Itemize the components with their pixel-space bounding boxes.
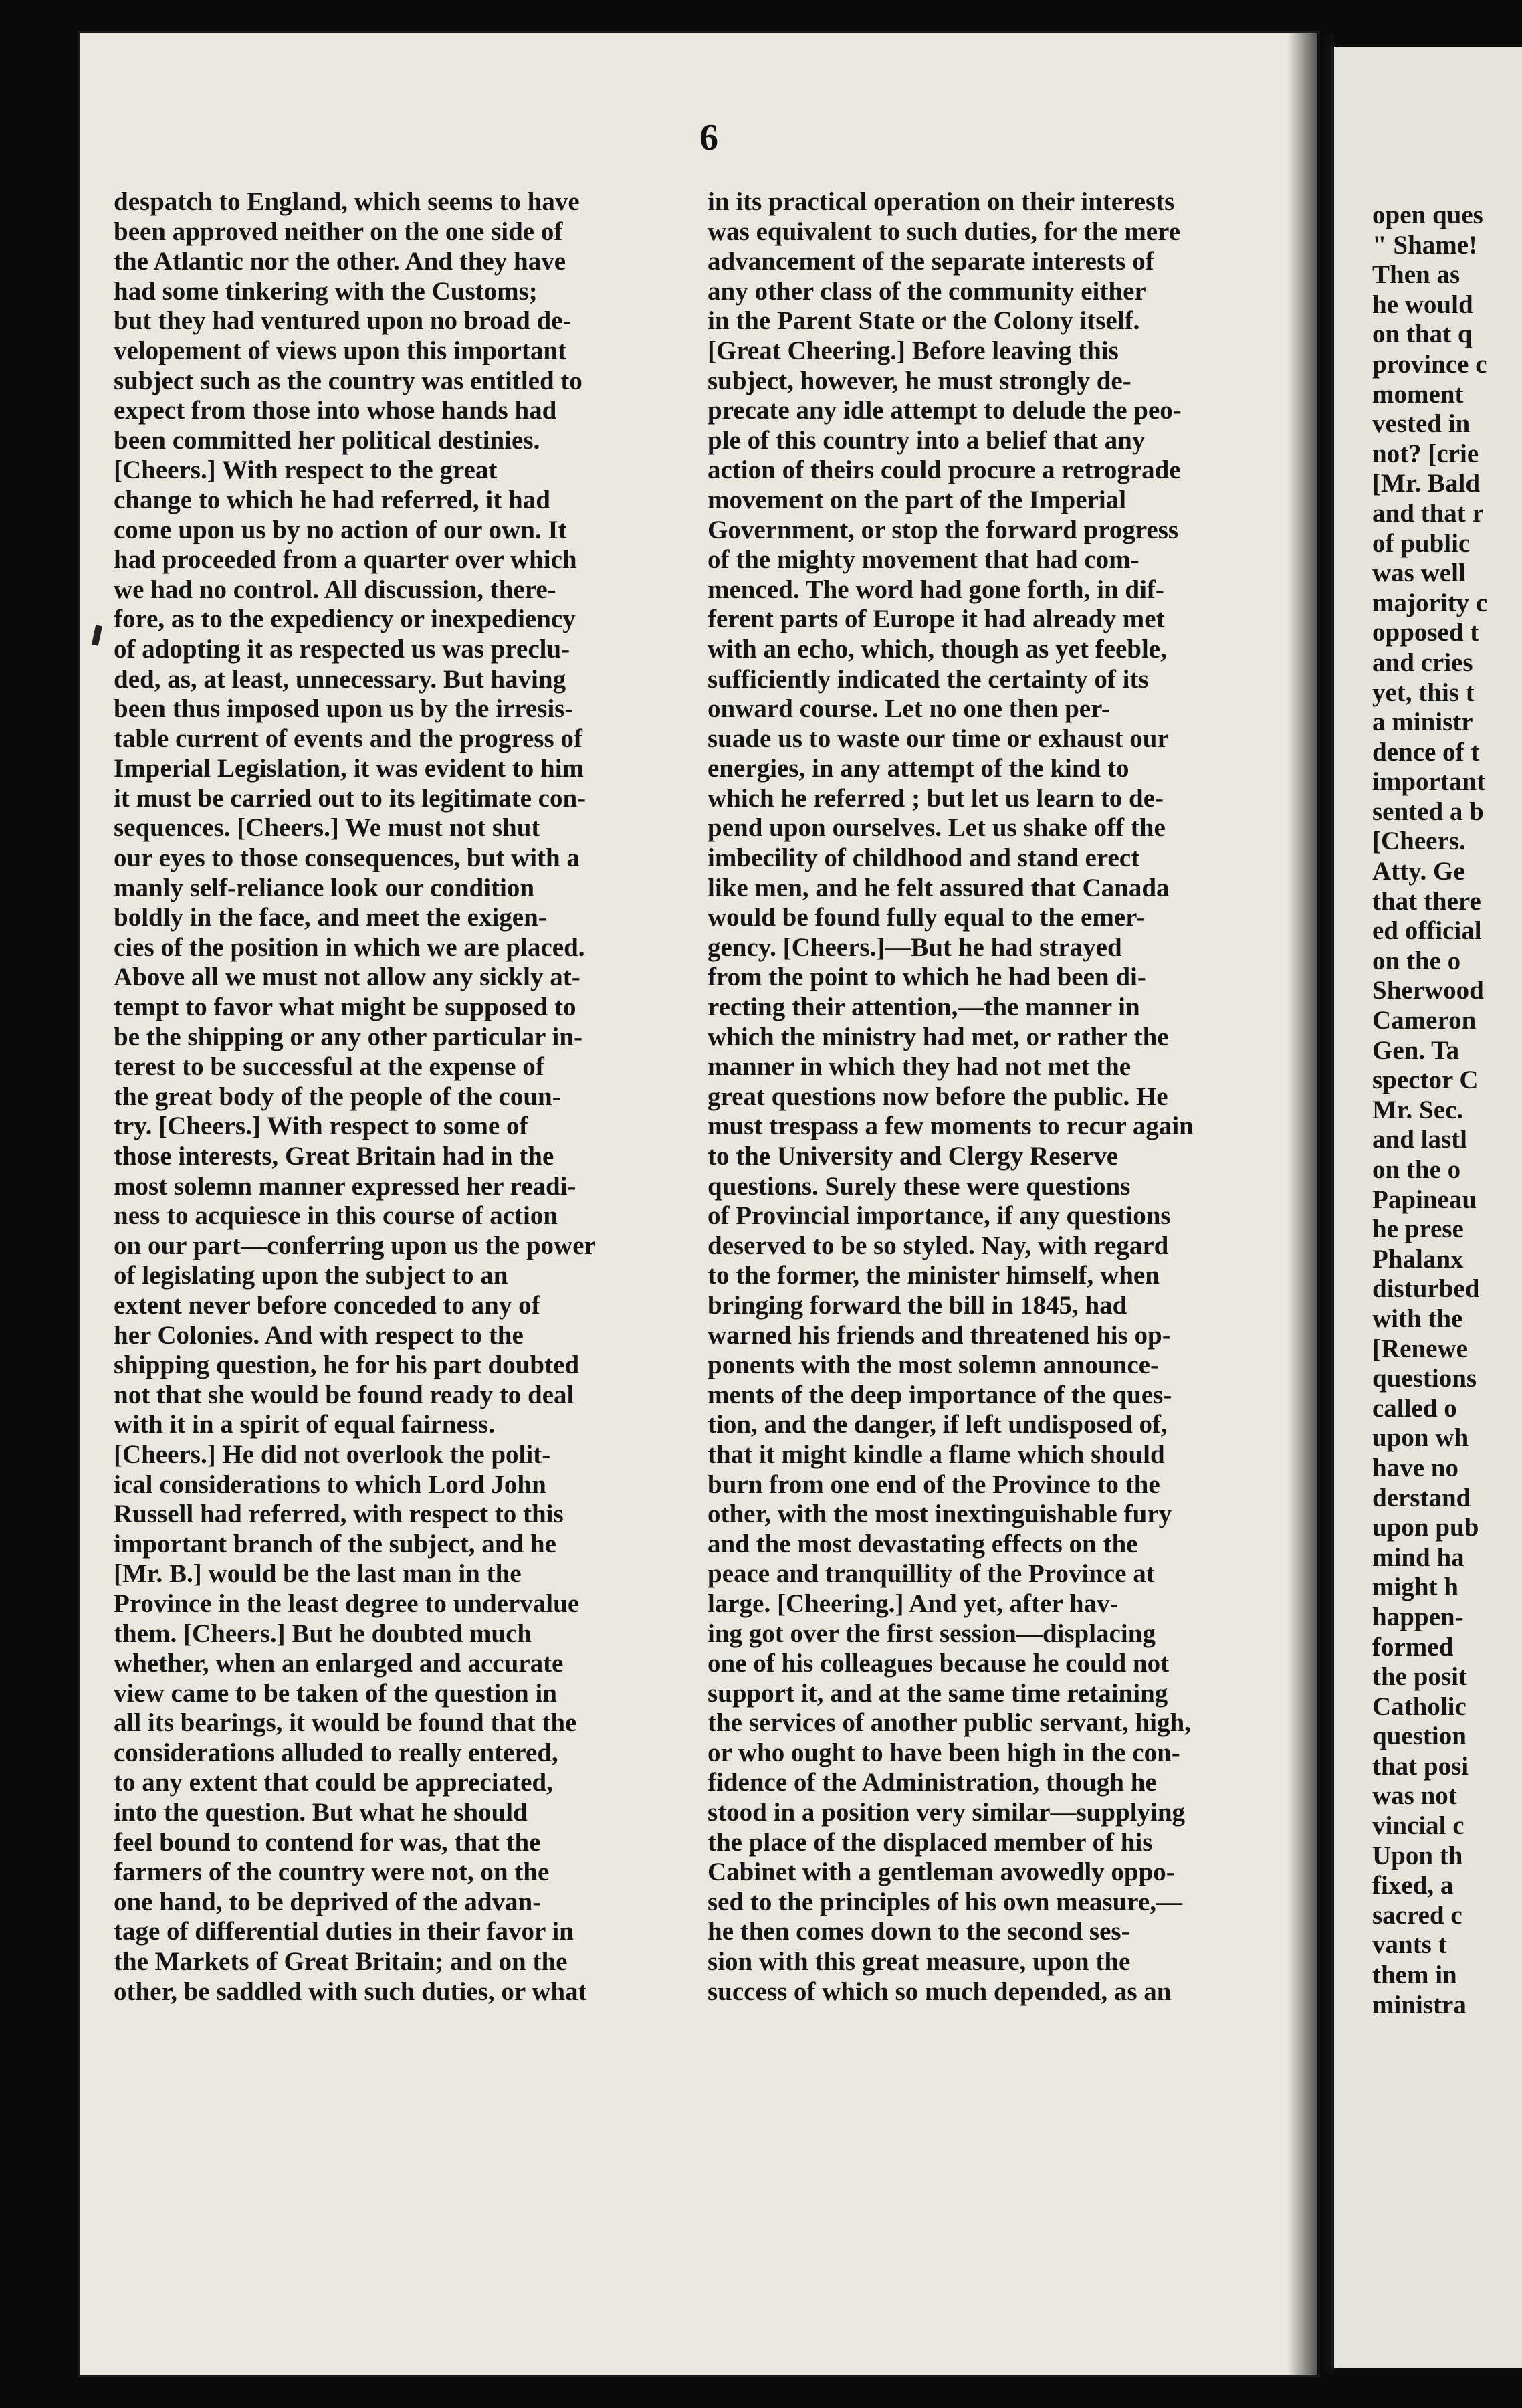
text-line: which the ministry had met, or rather the	[708, 1022, 1169, 1051]
text-line: province c	[1372, 349, 1487, 379]
text-line: [Mr. B.] would be the last man in the	[114, 1559, 522, 1589]
text-line: movement on the part of the Imperial	[708, 485, 1127, 514]
text-line: view came to be taken of the question in	[114, 1678, 557, 1708]
text-line: would be found fully equal to the emer-	[708, 903, 1145, 932]
text-line: formed	[1372, 1632, 1454, 1662]
text-line: moment	[1372, 379, 1464, 409]
text-line: her Colonies. And with respect to the	[114, 1320, 524, 1350]
text-line: come upon us by no action of our own. It	[114, 515, 567, 544]
text-line: derstand	[1372, 1483, 1471, 1512]
right-text-column-fragment	[1372, 201, 1522, 2020]
text-line: Sherwood	[1372, 976, 1484, 1005]
text-line: disturbed	[1372, 1274, 1480, 1304]
text-line: the Atlantic nor the other. And they have	[114, 247, 566, 276]
text-line: considerations alluded to really entered,	[114, 1738, 558, 1767]
text-line: despatch to England, which seems to have	[114, 187, 580, 216]
text-line: menced. The word had gone forth, in dif-	[708, 575, 1164, 604]
text-line: other, be saddled with such duties, or what	[114, 1977, 587, 2006]
text-line: pend upon ourselves. Let us shake off the	[708, 813, 1166, 843]
text-line: upon wh	[1372, 1423, 1469, 1453]
text-line: Province in the least degree to undervalue	[114, 1589, 580, 1618]
text-line: [Mr. Bald	[1372, 469, 1481, 498]
text-line: important	[1372, 767, 1485, 797]
text-line: vested in	[1372, 409, 1471, 439]
text-line: of adopting it as respected us was preclu-	[114, 634, 570, 664]
text-line: the great body of the people of the coun-	[114, 1082, 561, 1111]
text-line: burn from one end of the Province to the	[708, 1470, 1160, 1499]
text-line: sented a b	[1372, 797, 1484, 826]
page-number: 6	[699, 117, 718, 159]
text-line: our eyes to those consequences, but with a	[114, 843, 580, 873]
text-line: to the former, the minister himself, when	[708, 1261, 1160, 1290]
text-line: ponents with the most solemn announce-	[708, 1350, 1159, 1380]
text-line: Gen. Ta	[1372, 1035, 1460, 1065]
text-line: important branch of the subject, and he	[114, 1529, 556, 1559]
text-line: ministra	[1372, 1990, 1466, 2019]
text-line: Government, or stop the forward progress	[708, 515, 1179, 544]
text-line: questions	[1372, 1364, 1477, 1393]
text-line: Atty. Ge	[1372, 857, 1465, 886]
text-line: upon pub	[1372, 1513, 1479, 1542]
text-line: he prese	[1372, 1215, 1464, 1244]
text-line: and cries	[1372, 647, 1473, 677]
text-line: a ministr	[1372, 708, 1473, 737]
text-line: table current of events and the progress of	[114, 724, 582, 753]
text-line: ed official	[1372, 916, 1482, 946]
text-line: shipping question, he for his part doubted	[114, 1350, 580, 1380]
text-line: from the point to which he had been di-	[708, 963, 1146, 992]
text-line: in its practical operation on their interests	[708, 187, 1175, 216]
text-line: of public	[1372, 528, 1471, 558]
text-line: have no	[1372, 1453, 1458, 1482]
text-line: [Great Cheering.] Before leaving this	[708, 336, 1119, 365]
text-line: of the mighty movement that had com-	[708, 545, 1139, 575]
text-line: that posi	[1372, 1751, 1469, 1781]
text-line: energies, in any attempt of the kind to	[708, 754, 1129, 783]
text-line: ded, as, at least, unnecessary. But having	[114, 664, 566, 694]
text-line: support it, and at the same time retaining	[708, 1678, 1168, 1708]
text-line: on our part—conferring upon us the power	[114, 1231, 596, 1260]
text-line: Above all we must not allow any sickly at-	[114, 963, 580, 992]
text-line: the Markets of Great Britain; and on the	[114, 1947, 568, 1977]
text-line: Papineau	[1372, 1185, 1477, 1214]
text-line: other, with the most inextinguishable fury	[708, 1500, 1172, 1529]
text-line: [Renewe	[1372, 1334, 1468, 1363]
text-line: of legislating upon the subject to an	[114, 1261, 508, 1290]
text-line: manner in which they had not met the	[708, 1052, 1131, 1082]
text-line: we had no control. All discussion, there-	[114, 575, 556, 604]
text-line: success of which so much depended, as an	[708, 1977, 1172, 2006]
text-line: vants t	[1372, 1930, 1447, 1960]
text-line: opposed t	[1372, 618, 1479, 647]
text-line: gency. [Cheers.]—But he had strayed	[708, 932, 1122, 962]
text-line: in the Parent State or the Colony itself.	[708, 306, 1140, 336]
text-line: Phalanx	[1372, 1244, 1464, 1274]
text-line: boldly in the face, and meet the exigen-	[114, 903, 547, 932]
text-line: sed to the principles of his own measure,—	[708, 1887, 1182, 1916]
text-line: with the	[1372, 1304, 1463, 1333]
text-line: not? [crie	[1372, 439, 1479, 468]
text-line: he would	[1372, 290, 1473, 319]
text-line: feel bound to contend for was, that the	[114, 1827, 541, 1857]
text-line: mind ha	[1372, 1542, 1464, 1572]
text-line: sacred c	[1372, 1900, 1462, 1930]
text-line: tempt to favor what might be supposed to	[114, 993, 576, 1022]
text-line: on the o	[1372, 946, 1461, 975]
text-line: not that she would be found ready to deal	[114, 1380, 574, 1409]
text-line: question	[1372, 1722, 1466, 1751]
middle-text-column	[708, 187, 1276, 2007]
text-line: the services of another public servant, high,	[708, 1708, 1191, 1738]
text-line: whether, when an enlarged and accurate	[114, 1649, 564, 1678]
text-line: sequences. [Cheers.] We must not shut	[114, 813, 540, 843]
text-line: Cameron	[1372, 1006, 1477, 1035]
text-line: change to which he had referred, it had	[114, 485, 550, 514]
text-line: into the question. But what he should	[114, 1798, 528, 1827]
text-line: stood in a position very similar—supplying	[708, 1798, 1186, 1827]
text-line: fidence of the Administration, though he	[708, 1768, 1157, 1797]
text-line: try. [Cheers.] With respect to some of	[114, 1112, 528, 1141]
text-line: he then comes down to the second ses-	[708, 1917, 1130, 1946]
text-line: great questions now before the public. He	[708, 1082, 1168, 1111]
text-line: " Shame!	[1372, 230, 1478, 260]
text-line: of Provincial importance, if any questions	[708, 1201, 1171, 1231]
page-fold-shadow	[1287, 33, 1334, 2375]
text-line: manly self-reliance look our condition	[114, 873, 535, 902]
text-line: ical considerations to which Lord John	[114, 1470, 546, 1499]
text-line: one hand, to be deprived of the advan-	[114, 1887, 542, 1916]
text-line: subject, however, he must strongly de-	[708, 366, 1131, 395]
text-line: sion with this great measure, upon the	[708, 1947, 1131, 1977]
text-line: action of theirs could procure a retrograde	[708, 456, 1181, 485]
text-line: with it in a spirit of equal fairness.	[114, 1410, 495, 1439]
text-line: and lastl	[1372, 1125, 1467, 1155]
text-line: happen-	[1372, 1602, 1464, 1631]
text-line: cies of the position in which we are placed.	[114, 932, 585, 962]
text-line: questions. Surely these were questions	[708, 1171, 1131, 1201]
text-line: ments of the deep importance of the ques-	[708, 1380, 1172, 1409]
text-line: fore, as to the expediency or inexpediency	[114, 605, 576, 634]
text-line: had proceeded from a quarter over which	[114, 545, 577, 575]
text-line: yet, this t	[1372, 678, 1475, 707]
text-line: velopement of views upon this important	[114, 336, 567, 365]
text-line: Mr. Sec.	[1372, 1095, 1464, 1124]
left-text-column	[114, 187, 682, 2007]
text-line: ness to acquiesce in this course of action	[114, 1201, 558, 1231]
text-line: farmers of the country were not, on the	[114, 1858, 550, 1887]
text-line: terest to be successful at the expense of	[114, 1052, 544, 1082]
text-line: onward course. Let no one then per-	[708, 694, 1110, 724]
text-line: Cabinet with a gentleman avowedly oppo-	[708, 1858, 1175, 1887]
text-line: imbecility of childhood and stand erect	[708, 843, 1140, 873]
text-line: open ques	[1372, 201, 1483, 229]
text-line: ple of this country into a belief that any	[708, 425, 1146, 455]
text-line: Imperial Legislation, it was evident to him	[114, 754, 584, 783]
text-line: ferent parts of Europe it had already met	[708, 605, 1165, 634]
text-line: [Cheers.	[1372, 827, 1466, 856]
text-line: the place of the displaced member of his	[708, 1827, 1153, 1857]
text-line: [Cheers.] He did not overlook the polit-	[114, 1439, 551, 1469]
text-line: on that q	[1372, 320, 1473, 349]
text-line: them. [Cheers.] But he doubted much	[114, 1619, 532, 1648]
text-line: on the o	[1372, 1155, 1461, 1184]
text-line: dence of t	[1372, 737, 1480, 767]
text-line: deserved to be so styled. Nay, with regard	[708, 1231, 1169, 1260]
text-line: which he referred ; but let us learn to de-	[708, 783, 1164, 813]
text-line: most solemn manner expressed her readi-	[114, 1171, 576, 1201]
text-line: extent never before conceded to any of	[114, 1290, 540, 1320]
text-line: or who ought to have been high in the con-	[708, 1738, 1180, 1767]
text-line: those interests, Great Britain had in the	[114, 1142, 554, 1171]
text-line: been thus imposed upon us by the irresis-	[114, 694, 574, 724]
text-line: that it might kindle a flame which should	[708, 1439, 1165, 1469]
text-line: called o	[1372, 1393, 1457, 1423]
text-line: that there	[1372, 886, 1481, 916]
text-line: sufficiently indicated the certainty of its	[708, 664, 1149, 694]
text-line: majority c	[1372, 588, 1488, 617]
text-line: had some tinkering with the Customs;	[114, 276, 538, 306]
text-line: bringing forward the bill in 1845, had	[708, 1290, 1127, 1320]
text-line: been approved neither on the one side of	[114, 217, 563, 246]
text-line: like men, and he felt assured that Canada	[708, 873, 1170, 902]
text-line: all its bearings, it would be found that the	[114, 1708, 577, 1738]
text-line: advancement of the separate interests of	[708, 247, 1154, 276]
text-line: recting their attention,—the manner in	[708, 993, 1140, 1022]
text-line: it must be carried out to its legitimate con-	[114, 783, 586, 813]
text-line: precate any idle attempt to delude the peo-	[708, 396, 1182, 425]
text-line: spector C	[1372, 1066, 1479, 1095]
text-line: the posit	[1372, 1662, 1467, 1692]
text-line: Russell had referred, with respect to this	[114, 1500, 564, 1529]
text-line: to any extent that could be appreciated,	[114, 1768, 553, 1797]
text-line: tage of differential duties in their favor in	[114, 1917, 574, 1946]
text-line: was well	[1372, 559, 1466, 588]
text-line: large. [Cheering.] And yet, after hav-	[708, 1589, 1119, 1618]
text-line: ing got over the first session—displacing	[708, 1619, 1156, 1648]
text-line: them in	[1372, 1961, 1457, 1990]
text-line: with an echo, which, though as yet feeble,	[708, 634, 1167, 664]
text-line: subject such as the country was entitled to	[114, 366, 582, 395]
text-line: was not	[1372, 1781, 1457, 1811]
text-line: to the University and Clergy Reserve	[708, 1142, 1119, 1171]
text-line: [Cheers.] With respect to the great	[114, 456, 498, 485]
text-line: expect from those into whose hands had	[114, 396, 557, 425]
text-line: must trespass a few moments to recur again	[708, 1112, 1194, 1141]
text-line: peace and tranquillity of the Province at	[708, 1559, 1155, 1589]
text-line: and that r	[1372, 498, 1484, 528]
text-line: been committed her political destinies.	[114, 425, 540, 455]
text-line: one of his colleagues because he could not	[708, 1649, 1170, 1678]
text-line: any other class of the community either	[708, 276, 1146, 306]
text-line: might h	[1372, 1573, 1458, 1602]
text-line: tion, and the danger, if left undisposed of,	[708, 1410, 1168, 1439]
text-line: and the most devastating effects on the	[708, 1529, 1138, 1559]
text-line: fixed, a	[1372, 1871, 1454, 1900]
text-line: Upon th	[1372, 1841, 1463, 1870]
text-line: Then as	[1372, 260, 1460, 290]
text-line: was equivalent to such duties, for the mere	[708, 217, 1181, 246]
text-line: Catholic	[1372, 1692, 1466, 1721]
text-line: but they had ventured upon no broad de-	[114, 306, 572, 336]
text-line: warned his friends and threatened his op-	[708, 1320, 1171, 1350]
text-line: be the shipping or any other particular in-	[114, 1022, 583, 1051]
text-line: vincial c	[1372, 1811, 1464, 1841]
text-line: suade us to waste our time or exhaust our	[708, 724, 1169, 753]
